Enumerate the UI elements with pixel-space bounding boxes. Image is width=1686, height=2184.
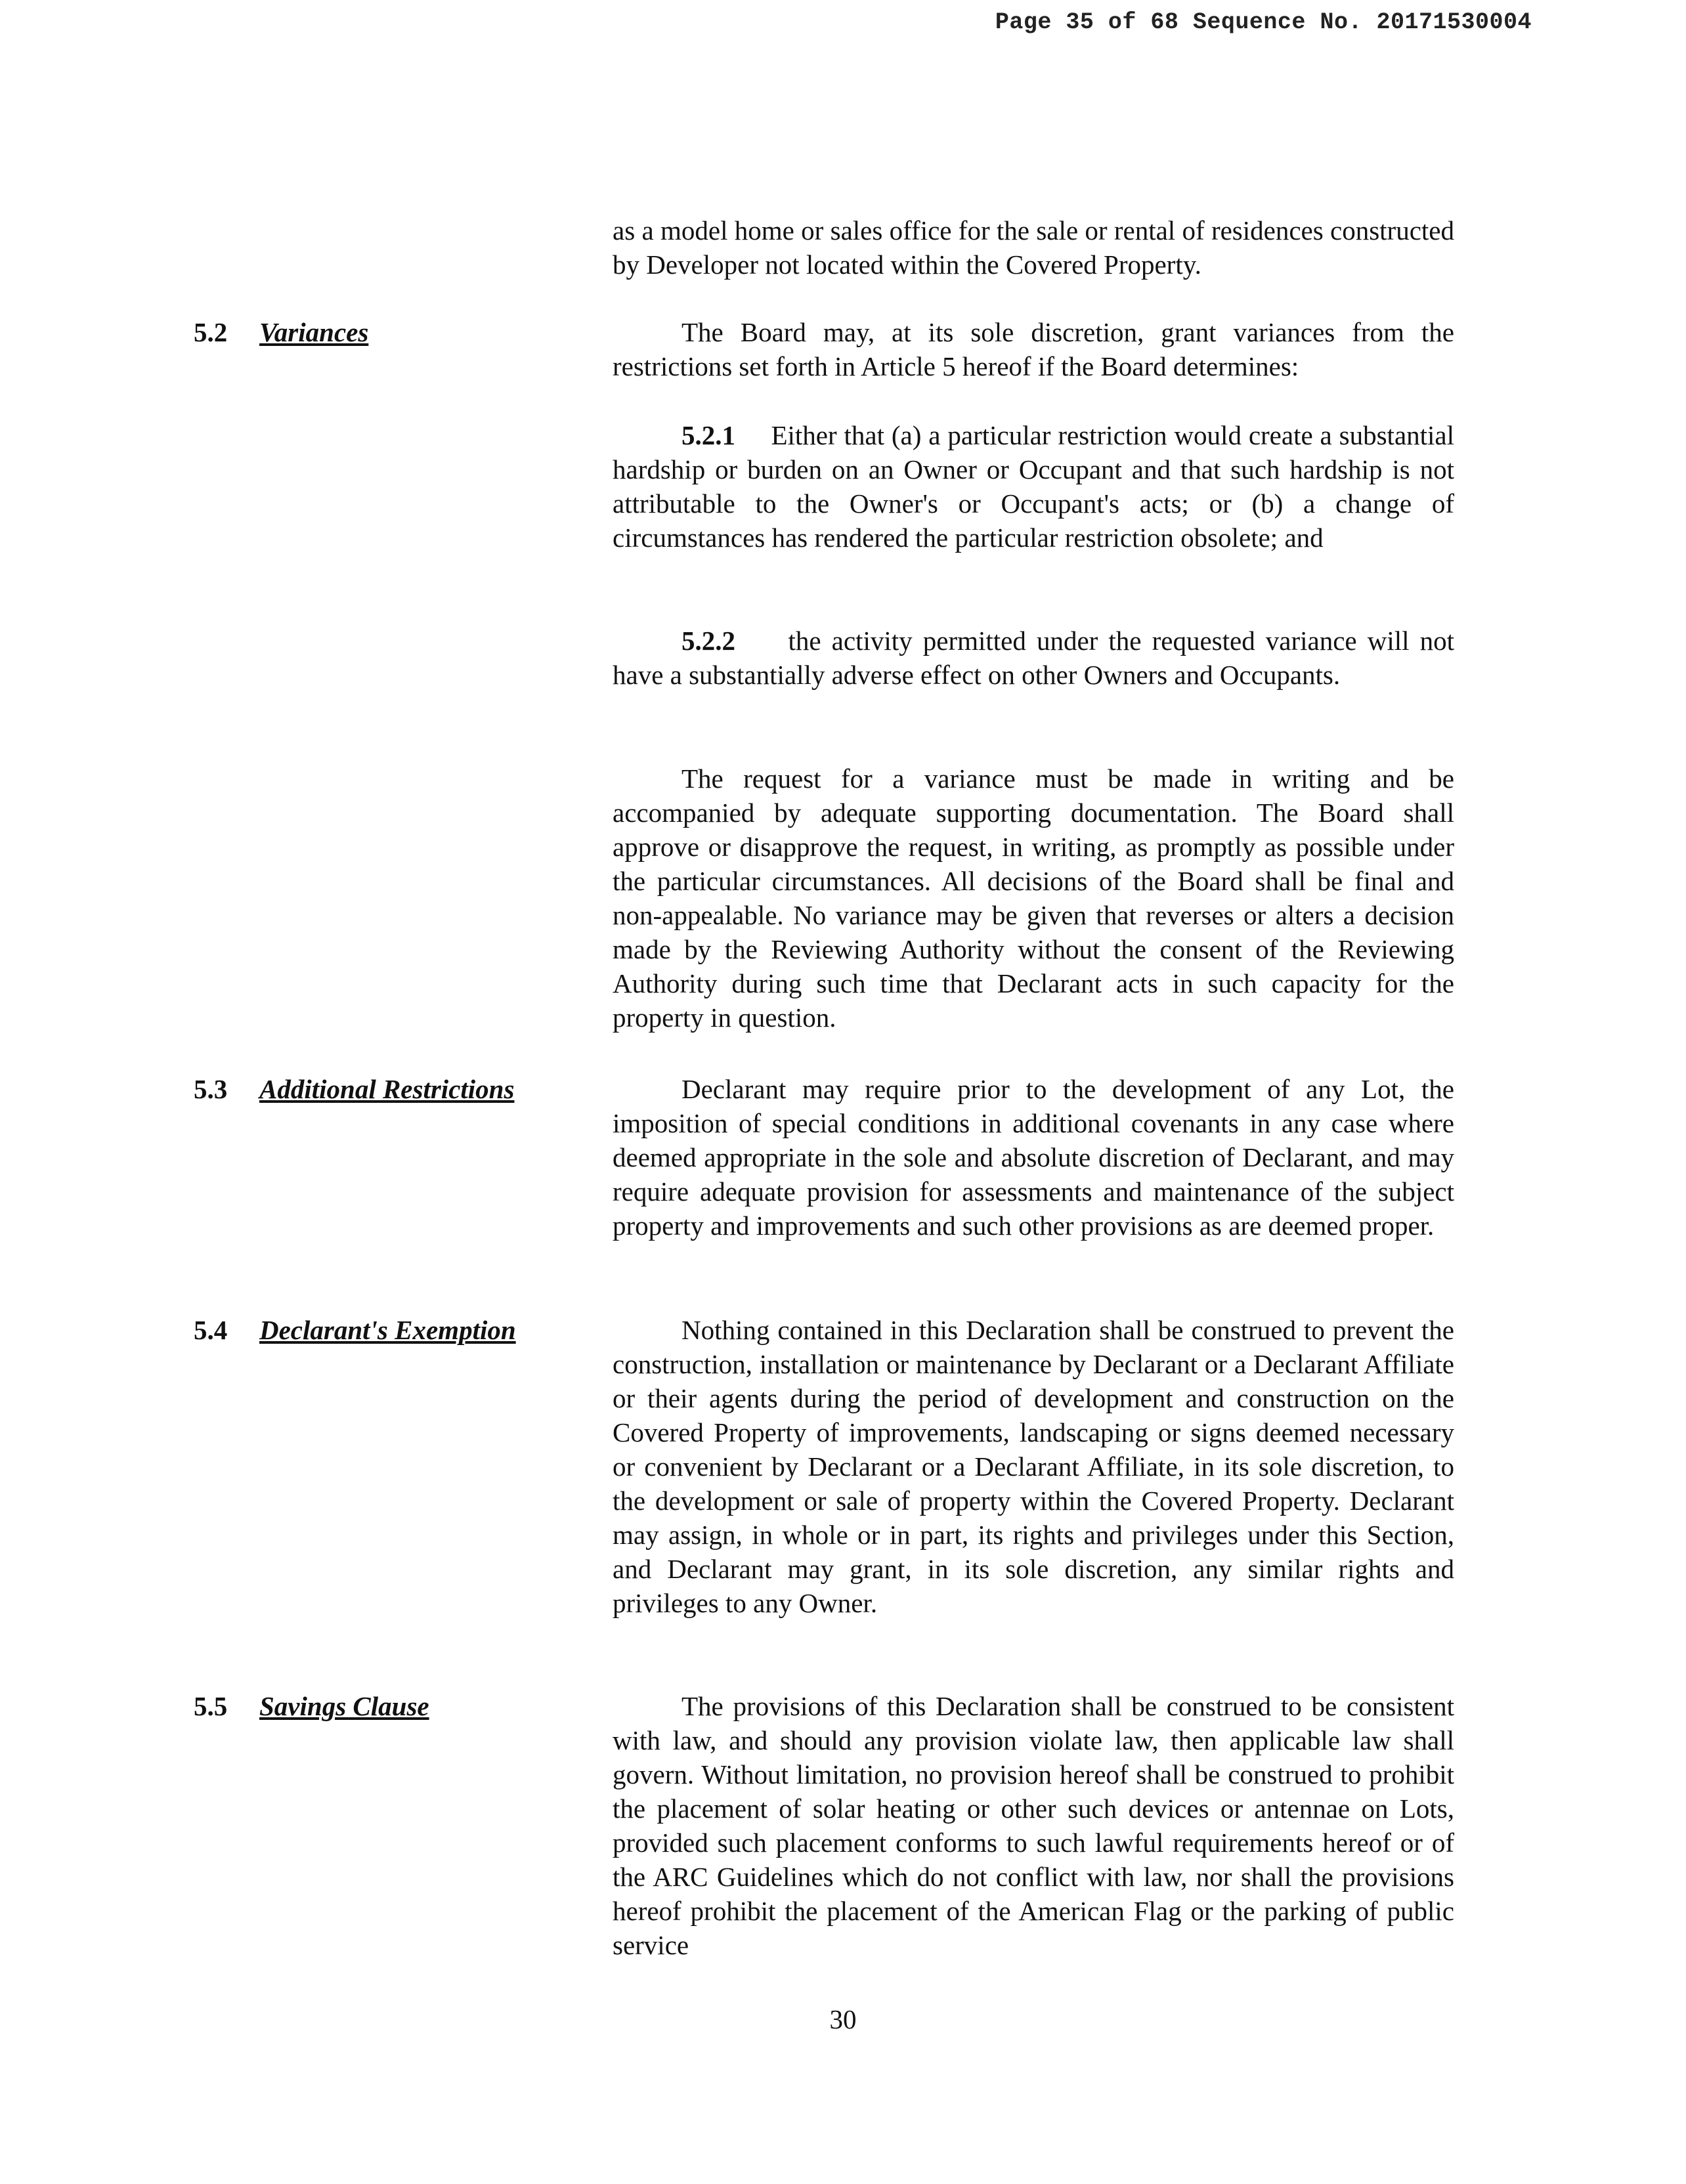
subsection-paragraph xyxy=(613,624,1454,692)
continuation-paragraph: as a model home or sales office for the sale or rental of residences constructed by Developer not located within the Covered Property. xyxy=(613,215,1454,280)
section-title: Declarant's Exemption xyxy=(259,1315,516,1345)
page-stamp: Page 35 of 68 Sequence No. 20171530004 xyxy=(995,9,1532,35)
section-paragraph: The provisions of this Declaration shall be construed to be consistent with law, and should any provision violate law, then applicable law shall govern. Without limitation, no provision hereof shall be construed to prohibit the placement of solar heating or other such devices or antennae on Lots, provided such placement conforms to such lawful requirements hereof or of the ARC Guidelines which do not conflict with law, nor shall the provisions hereof prohibit the placement of the American Flag or the parking of public service xyxy=(613,1691,1454,1960)
subsection-number: 5.2.2 xyxy=(681,626,735,656)
section-heading xyxy=(194,1313,516,1347)
section-paragraph: Declarant may require prior to the development of any Lot, the imposition of special conditions in additional covenants in any case where deemed appropriate in the sole and absolute discretion of Declarant, and may require adequate provision for assessments and maintenance of the subject property and improvements and such other provisions as are deemed proper. xyxy=(613,1074,1454,1241)
subsection-number: 5.2.1 xyxy=(681,420,735,450)
section-number: 5.4 xyxy=(194,1315,228,1345)
section-paragraph: The request for a variance must be made in writing and be accompanied by adequate supporting documentation. The Board shall approve or disapprove the request, in writing, as promptly as possible under the particular circumstances. All decisions of the Board shall be final and non-appealable. No variance may be given that reverses or alters a decision made by the Reviewing Authority without the consent of the Reviewing Authority during such time that Declarant acts in such capacity for the property in question. xyxy=(613,763,1454,1033)
section-title: Savings Clause xyxy=(259,1691,429,1721)
section-paragraph: Nothing contained in this Declaration shall be construed to prevent the construction, installation or maintenance by Declarant or a Declarant Affiliate or their agents during the period of development and construction on the Covered Property of improvements, landscaping or signs deemed necessary or convenient by Declarant or a Declarant Affiliate, in its sole discretion, to the development or sale of property within the Covered Property. Declarant may assign, in whole or in part, its rights and privileges under this Section, and Declarant may grant, in its sole discretion, any similar rights and privileges to any Owner. xyxy=(613,1315,1454,1618)
page-number: 30 xyxy=(829,2004,857,2034)
section-number: 5.2 xyxy=(194,317,228,347)
section-paragraph: The Board may, at its sole discretion, grant variances from the restrictions set forth in Article 5 hereof if the Board determines: xyxy=(613,317,1454,381)
subsection-text: Either that (a) a particular restriction would create a substantial hardship or burden on an Owner or Occupant and that such hardship is not attributable to the Owner's or Occupant's acts; or (b) a change of circumstances has rendered the particular restriction obsolete; and xyxy=(613,420,1455,553)
section-title: Additional Restrictions xyxy=(259,1074,515,1104)
section-heading xyxy=(194,1072,514,1106)
subsection-paragraph xyxy=(613,418,1454,555)
section-number: 5.3 xyxy=(194,1074,228,1104)
section-number: 5.5 xyxy=(194,1691,228,1721)
section-heading xyxy=(194,315,368,349)
subsection-text: the activity permitted under the requested variance will not have a substantially adverse effect on other Owners and Occupants. xyxy=(613,626,1454,690)
section-title: Variances xyxy=(259,317,369,347)
section-heading xyxy=(194,1689,429,1723)
